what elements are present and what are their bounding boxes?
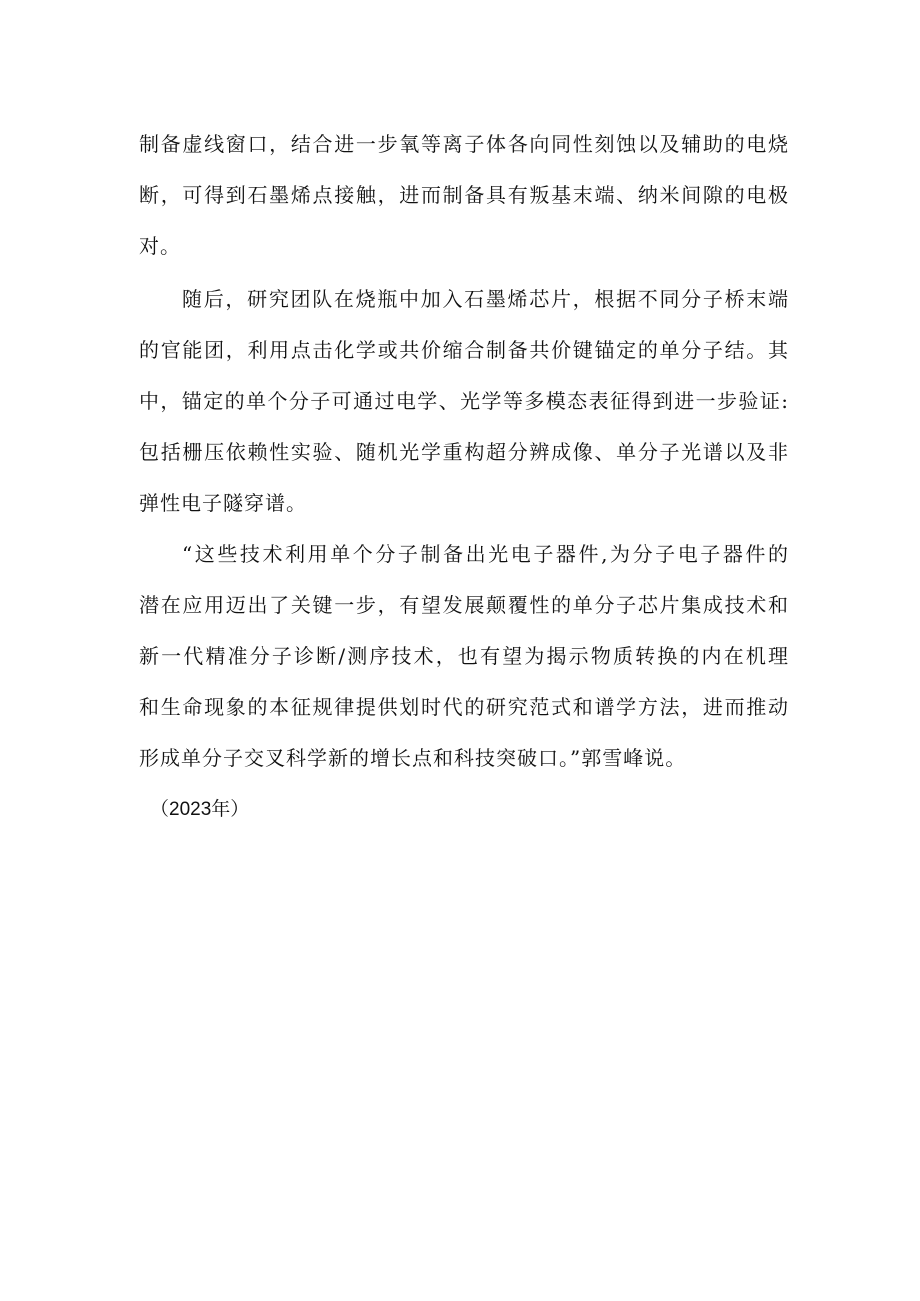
- text-line: 新一代精准分子诊断/测序技术，也有望为揭示物质转换的内在机理: [139, 644, 789, 668]
- text-line: 随后，研究团队在烧瓶中加入石墨烯芯片，根据不同分子桥末端: [182, 287, 789, 311]
- text-line: 潜在应用迈出了关键一步，有望发展颠覆性的单分子芯片集成技术和: [139, 593, 789, 617]
- paragraph-3: [139, 541, 789, 796]
- paragraph-2: [139, 286, 789, 541]
- paragraph-1: [139, 131, 789, 284]
- text-line: “这些技术利用单个分子制备出光电子器件,为分子电子器件的: [182, 542, 789, 566]
- text-line: 中，锚定的单个分子可通过电学、光学等多模态表征得到进一步验证:: [139, 389, 789, 413]
- text-line: 的官能团，利用点击化学或共价缩合制备共价键锚定的单分子结。其: [139, 338, 789, 362]
- document-date: （2023年）: [150, 799, 250, 820]
- text-line: 形成单分子交叉科学新的增长点和科技突破口。”郭雪峰说。: [139, 746, 687, 770]
- text-line: 弹性电子隧穿谱。: [139, 491, 307, 515]
- text-line: 制备虚线窗口，结合进一步氧等离子体各向同性刻蚀以及辅助的电烧: [139, 132, 789, 156]
- text-line: 和生命现象的本征规律提供划时代的研究范式和谱学方法，进而推动: [139, 695, 789, 719]
- text-line: 对。: [139, 234, 181, 258]
- text-line: 包括栅压依赖性实验、随机光学重构超分辨成像、单分子光谱以及非: [139, 440, 789, 464]
- text-line: 断，可得到石墨烯点接触，进而制备具有叛基末端、纳米间隙的电极: [139, 183, 789, 207]
